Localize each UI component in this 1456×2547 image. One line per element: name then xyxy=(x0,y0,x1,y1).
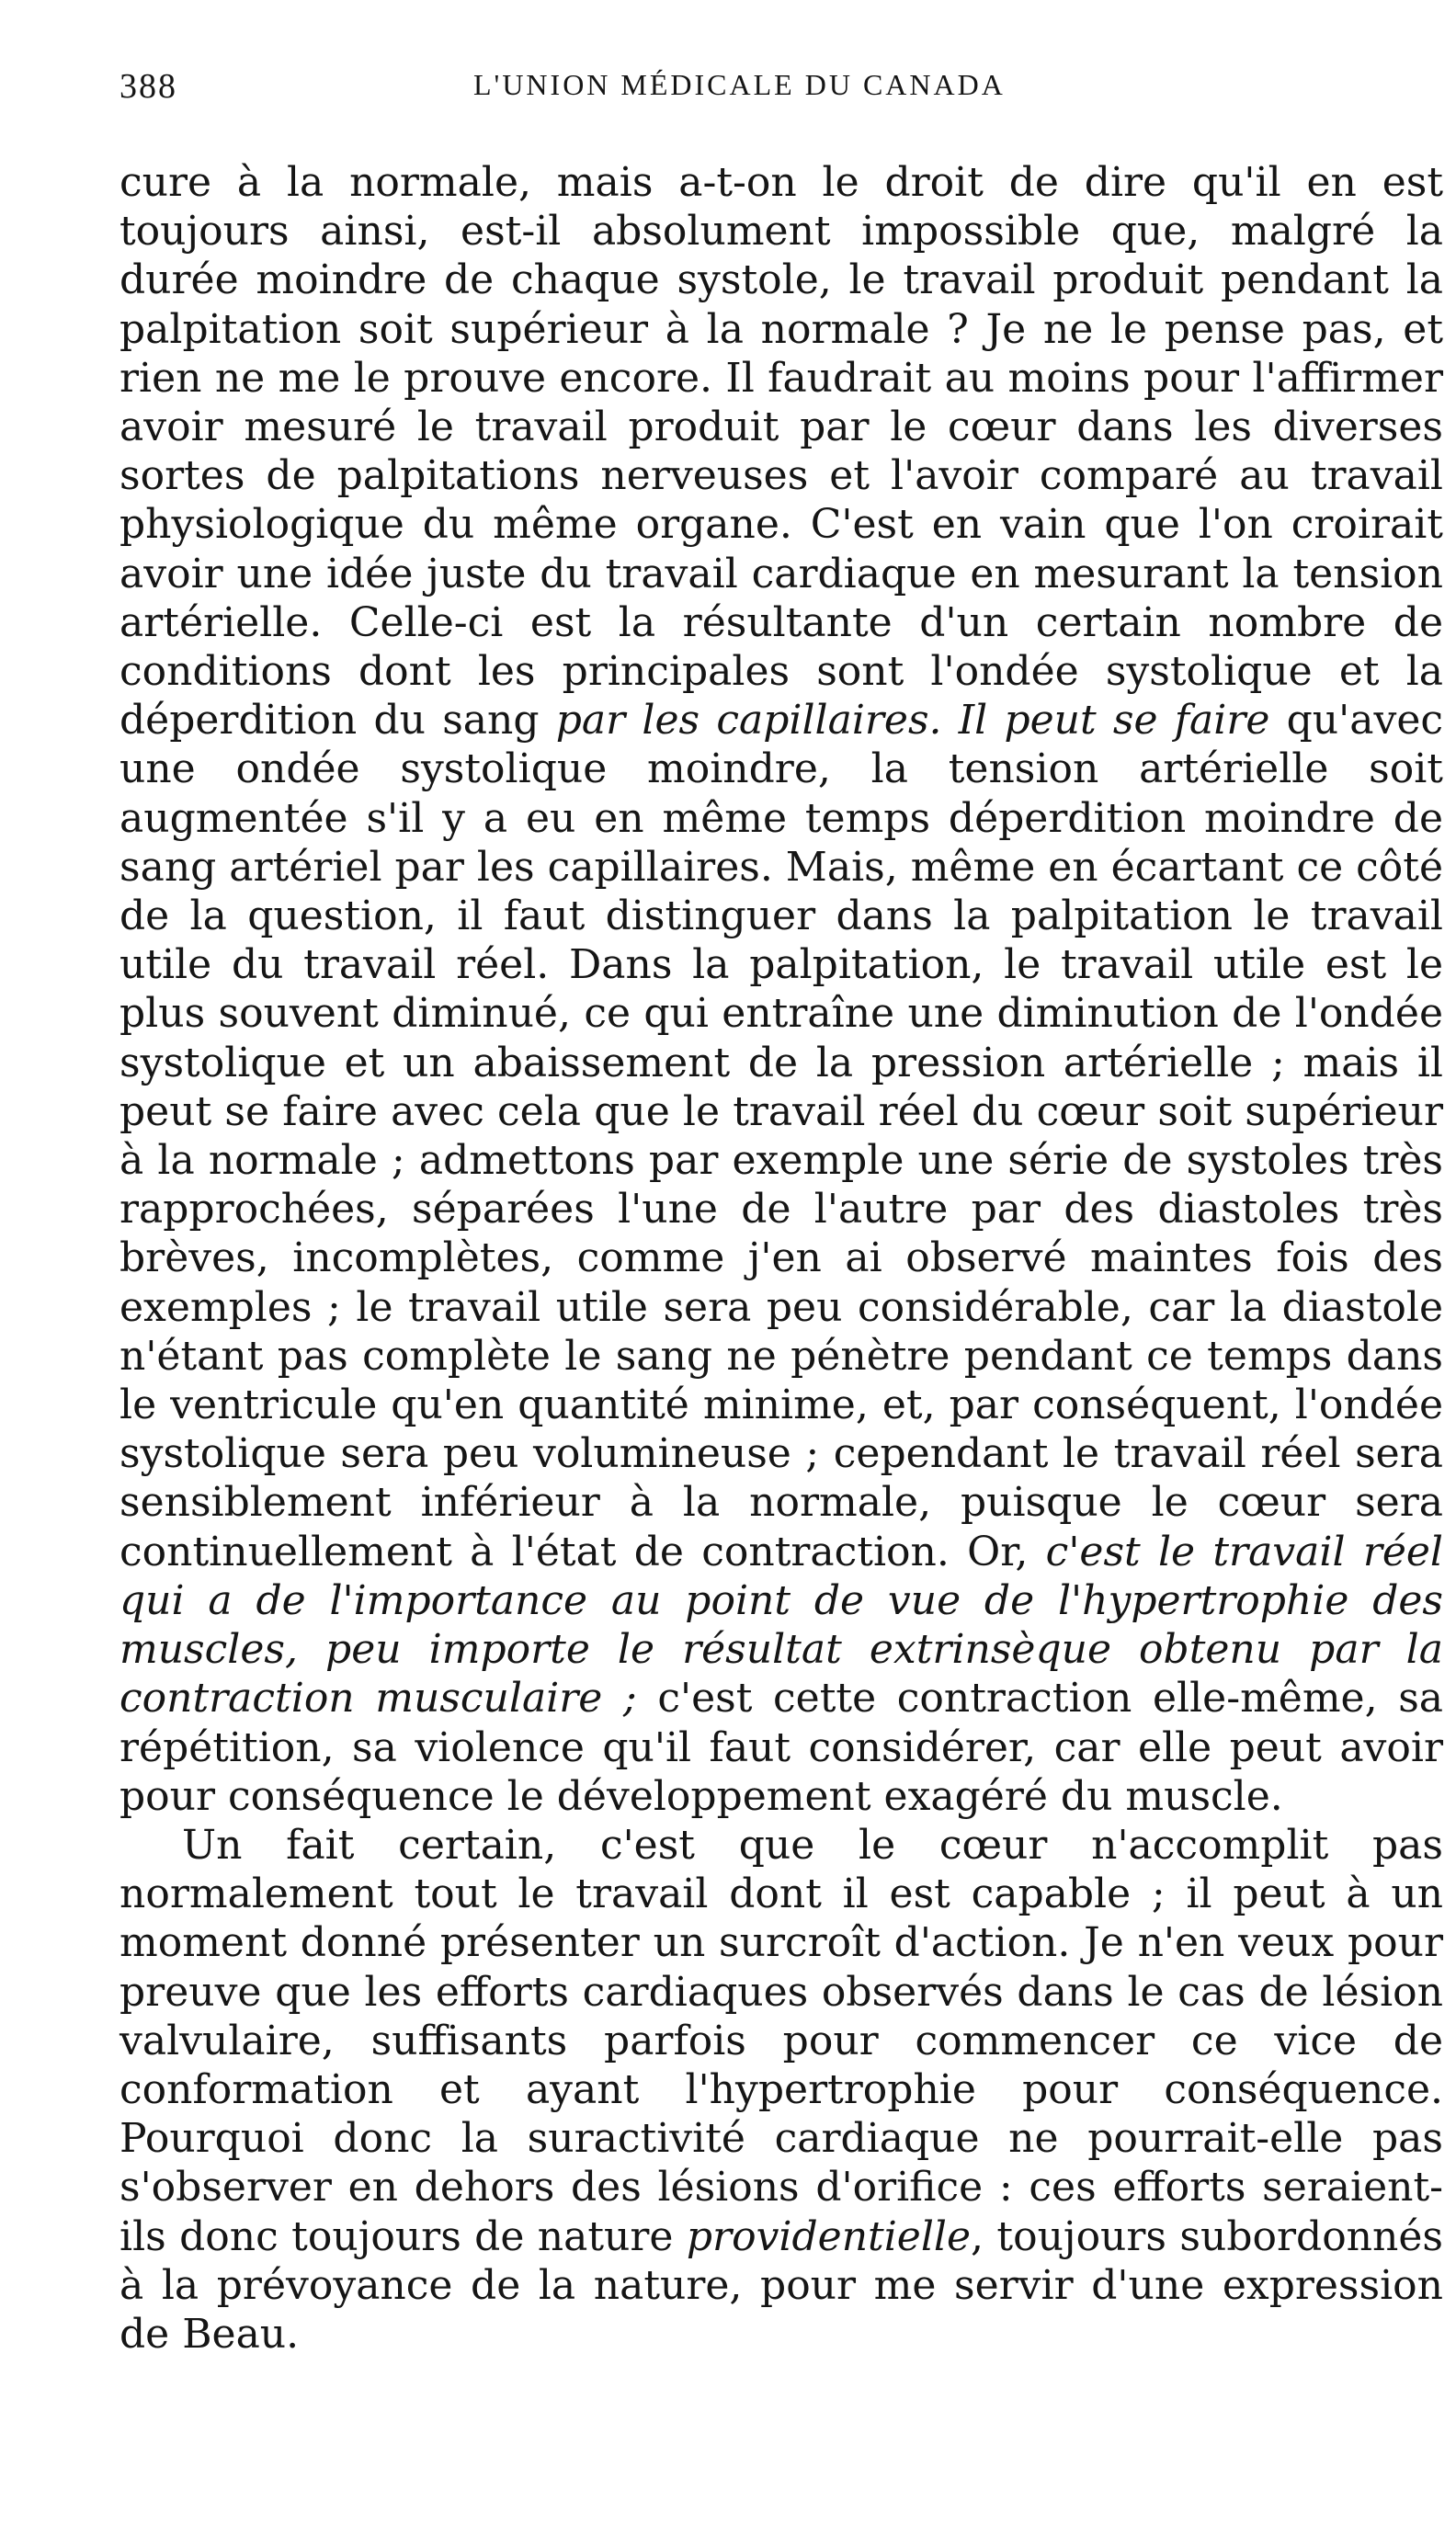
paragraph-2-text-a: Un fait certain, c'est que le cœur n'accomplit pas normalement tout le travail dont il est capable ; il peut à un moment donné présenter un surcroît d'action. Je n'en veux pour preuve que les efforts cardiaques observés dans le cas de lésion valvulaire, suffisants parfois pour commencer ce vice de conformation et ayant l'hypertrophie pour conséquence. Pourquoi donc la suractivité cardiaque ne pourrait-elle pas s'observer en dehors des lésions d'orifice : ces efforts seraient-ils donc toujours de nature xyxy=(119,1821,1443,2260)
running-head xyxy=(119,66,1443,121)
paragraph-1 xyxy=(119,158,1443,1821)
paragraph-1-italic-a: par les capillaires. Il peut se faire xyxy=(555,697,1270,745)
journal-title: L'UNION MÉDICALE DU CANADA xyxy=(473,68,1006,101)
paragraph-1-italic-b: c'est le travail réel qui a de l'importance au point de vue de l'hypertrophie des muscles, peu importe le résultat extrinsèque obtenu par la contraction musculaire ; xyxy=(119,1528,1444,1723)
paragraph-1-text-a: cure à la normale, mais a-t-on le droit de dire qu'il en est toujours ainsi, est-il absolument impossible que, malgré la durée moindre de chaque systole, le travail produit pendant la palpitation soit supérieur à la normale ? Je ne le pense pas, et rien ne me le prouve encore. Il faudrait au moins pour l'affirmer avoir mesuré le travail produit par le cœur dans les diverses sortes de palpitations nerveuses et l'avoir comparé au travail physiologique du même organe. C'est en vain que l'on croirait avoir une idée juste du travail cardiaque en mesurant la tension artérielle. Celle-ci est la résultante d'un certain nombre de conditions dont les principales sont l'ondée systolique et la déperdition du sang xyxy=(119,159,1443,745)
paragraph-1-text-b: qu'avec une ondée systolique moindre, la tension artérielle soit augmentée s'il y a eu en même temps déperdition moindre de sang artériel par les capillaires. Mais, même en écartant ce côté de la question, il faut distinguer dans la palpitation le travail utile du travail réel. Dans la palpitation, le travail utile est le plus souvent diminué, ce qui entraîne une diminution de l'ondée systolique et un abaissement de la pression artérielle ; mais il peut se faire avec cela que le travail réel du cœur soit supérieur à la normale ; admettons par exemple une série de systoles très rapprochées, séparées l'une de l'autre par des diastoles très brèves, incomplètes, comme j'en ai observé maintes fois des exemples ; le travail utile sera peu considérable, car la diastole n'étant pas complète le sang ne pénètre pendant ce temps dans le ventricule qu'en quantité minime, et, par conséquent, l'ondée systolique sera peu volumineuse ; cependant le travail réel sera sensiblement inférieur à la normale, puisque le cœur sera continuellement à l'état de contraction. Or, xyxy=(119,697,1444,1575)
paragraph-2-text-b: , toujours subordonnés à la prévoyance de la nature, pour me servir d'une expression de Beau. xyxy=(119,2212,1443,2358)
paragraph-1-text-c: c'est cette contraction elle-même, sa répétition, sa violence qu'il faut considérer, car elle peut avoir pour conséquence le développement exagéré du muscle. xyxy=(119,1675,1443,1820)
main-text xyxy=(119,158,1443,2359)
paragraph-2 xyxy=(119,1821,1443,2359)
page-number: 388 xyxy=(119,67,177,106)
paragraph-2-italic: providentielle xyxy=(686,2212,972,2260)
